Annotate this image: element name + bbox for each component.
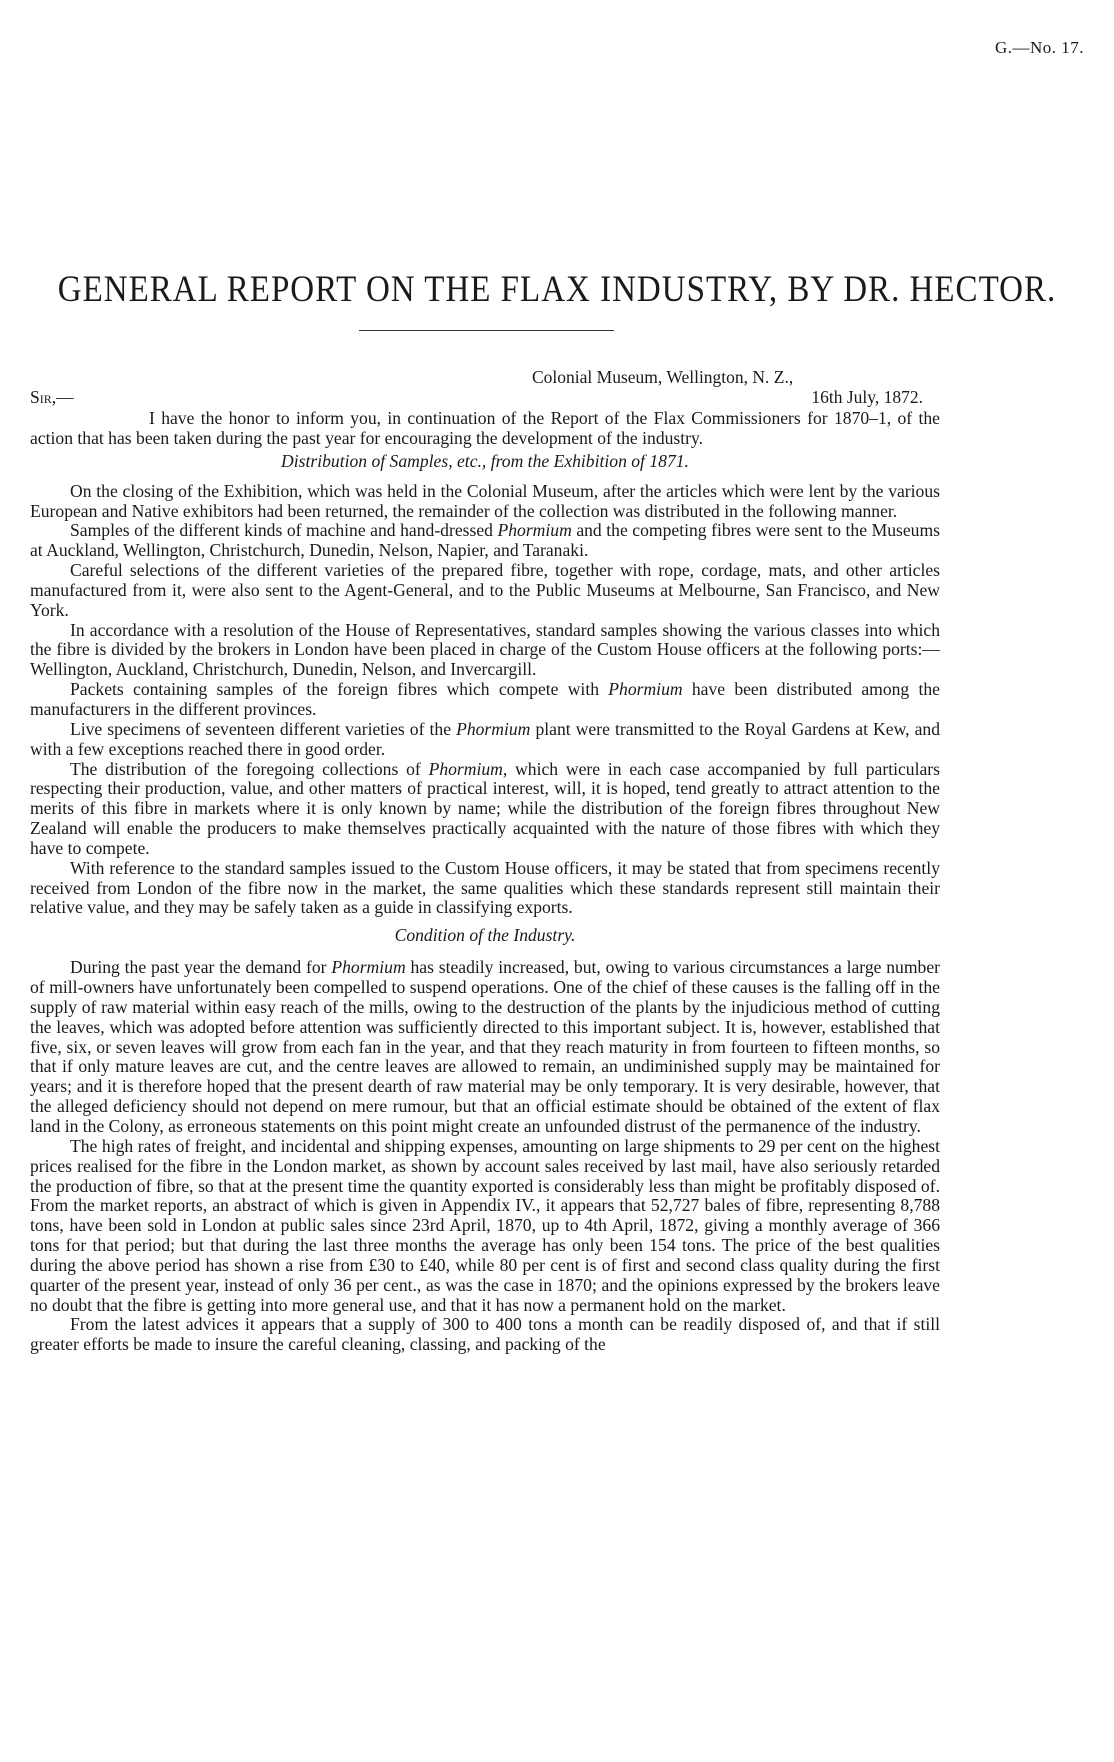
paragraph: Samples of the different kinds of machine and hand-dressed Phormium and the competing fibres were sent to the Museums at Auckland, Wellington, Christchurch, Dunedin, Nelson, Napier, and Taranaki. <box>30 520 940 561</box>
section-heading-condition: Condition of the Industry. <box>394 925 576 946</box>
report-title: GENERAL REPORT ON THE FLAX INDUSTRY, BY DR. HECTOR. <box>57 269 1057 311</box>
paragraph: Packets containing samples of the foreign fibres which compete with Phormium have been distributed among the manufacturers in the different provinces. <box>30 679 940 719</box>
report-body <box>30 409 940 1355</box>
paragraph: On the closing of the Exhibition, which was held in the Colonial Museum, after the articles which were lent by the various European and Native exhibitors had been returned, the remainder of the collection was distributed in the following manner. <box>30 480 940 521</box>
letter-address <box>532 367 932 407</box>
page-reference: G.—No. 17. <box>994 38 1084 57</box>
paragraph: Live specimens of seventeen different varieties of the Phormium plant were transmitted to the Royal Gardens at Kew, and with a few exceptions reached there in good order. <box>30 718 940 759</box>
address-line: Colonial Museum, Wellington, N. Z., <box>532 367 794 387</box>
paragraph: The high rates of freight, and incidental and shipping expenses, amounting on large shipments to 29 per cent on the highest prices realised for the fibre in the London market, as shown by account sales received by last mail, have also seriously retarded the production of fibre, so that at the present time the quantity exported is considerably less than might be profitably disposed of. From the market reports, an abstract of which is given in Appendix IV., it appears that 52,727 bales of fibre, representing 8,788 tons, have been sold in London at public sales since 23rd April, 1870, up to 4th April, 1872, giving a monthly average of 366 tons for that period; but that during the last three months the average has only been 154 tons. The price of the best qualities during the above period has shown a rise from £30 to £40, while 80 per cent is of first and second class quality during the first quarter of the present year, instead of only 36 per cent., as was the case in 1870; and the opinions expressed by the brokers leave no doubt that the fibre is getting into more general use, and that it has now a permanent hold on the market. <box>30 1135 940 1315</box>
title-divider <box>359 330 614 331</box>
paragraph: During the past year the demand for Phormium has steadily increased, but, owing to various circumstances a large number of mill-owners have unfortunately been compelled to suspend operations. One of the chief of these causes is the falling off in the supply of raw material within easy reach of the mills, owing to the destruction of the plants by the injudicious method of cutting the leaves, which was adopted before attention was sufficiently directed to this important subject. It is, however, established that five, six, or seven leaves will grow from each fan in the year, and that they reach maturity in from fourteen to fifteen months, so that if only mature leaves are cut, and the centre leaves are allowed to remain, an undiminished supply may be maintained for years; and it is therefore hoped that the present dearth of raw material may be only temporary. It is very desirable, however, that the alleged deficiency should not depend on mere rumour, but that an official estimate should be obtained of the extent of flax land in the Colony, as erroneous statements on this point might create an unfounded distrust of the permanence of the industry. <box>30 957 940 1136</box>
intro-paragraph: I have the honor to inform you, in continuation of the Report of the Flax Commissioners for 1870–1, of the action that has been taken during the past year for encouraging the development of the industry. <box>30 408 940 448</box>
letter-date: 16th July, 1872. <box>811 387 923 407</box>
section-heading-distribution: Distribution of Samples, etc., from the Exhibition of 1871. <box>281 450 689 471</box>
paragraph: With reference to the standard samples issued to the Custom House officers, it may be stated that from specimens recently received from London of the fibre now in the market, the same qualities which these standards represent still maintain their relative value, and they may be safely taken as a guide in classifying exports. <box>30 857 940 918</box>
paragraph: From the latest advices it appears that a supply of 300 to 400 tons a month can be readily disposed of, and that if still greater efforts be made to insure the careful cleaning, classing, and packing of the <box>30 1314 940 1355</box>
salutation: Sir,— <box>30 387 74 407</box>
paragraph: Careful selections of the different varieties of the prepared fibre, together with rope, cordage, mats, and other articles manufactured from it, were also sent to the Agent-General, and to the Public Museums at Melbourne, San Francisco, and New York. <box>30 560 940 620</box>
paragraph: In accordance with a resolution of the House of Representatives, standard samples showing the various classes into which the fibre is divided by the brokers in London have been placed in charge of the Custom House officers at the following ports:—Wellington, Auckland, Christchurch, Dunedin, Nelson, and Invercargill. <box>30 619 940 680</box>
paragraph: The distribution of the foregoing collections of Phormium, which were in each case accompanied by full particulars respecting their production, value, and other matters of practical interest, will, it is hoped, tend greatly to attract attention to the merits of this fibre in markets where it is only known by name; while the distribution of the foreign fibres throughout New Zealand will enable the producers to make themselves practically acquainted with the nature of those fibres with which they have to compete. <box>30 758 940 858</box>
